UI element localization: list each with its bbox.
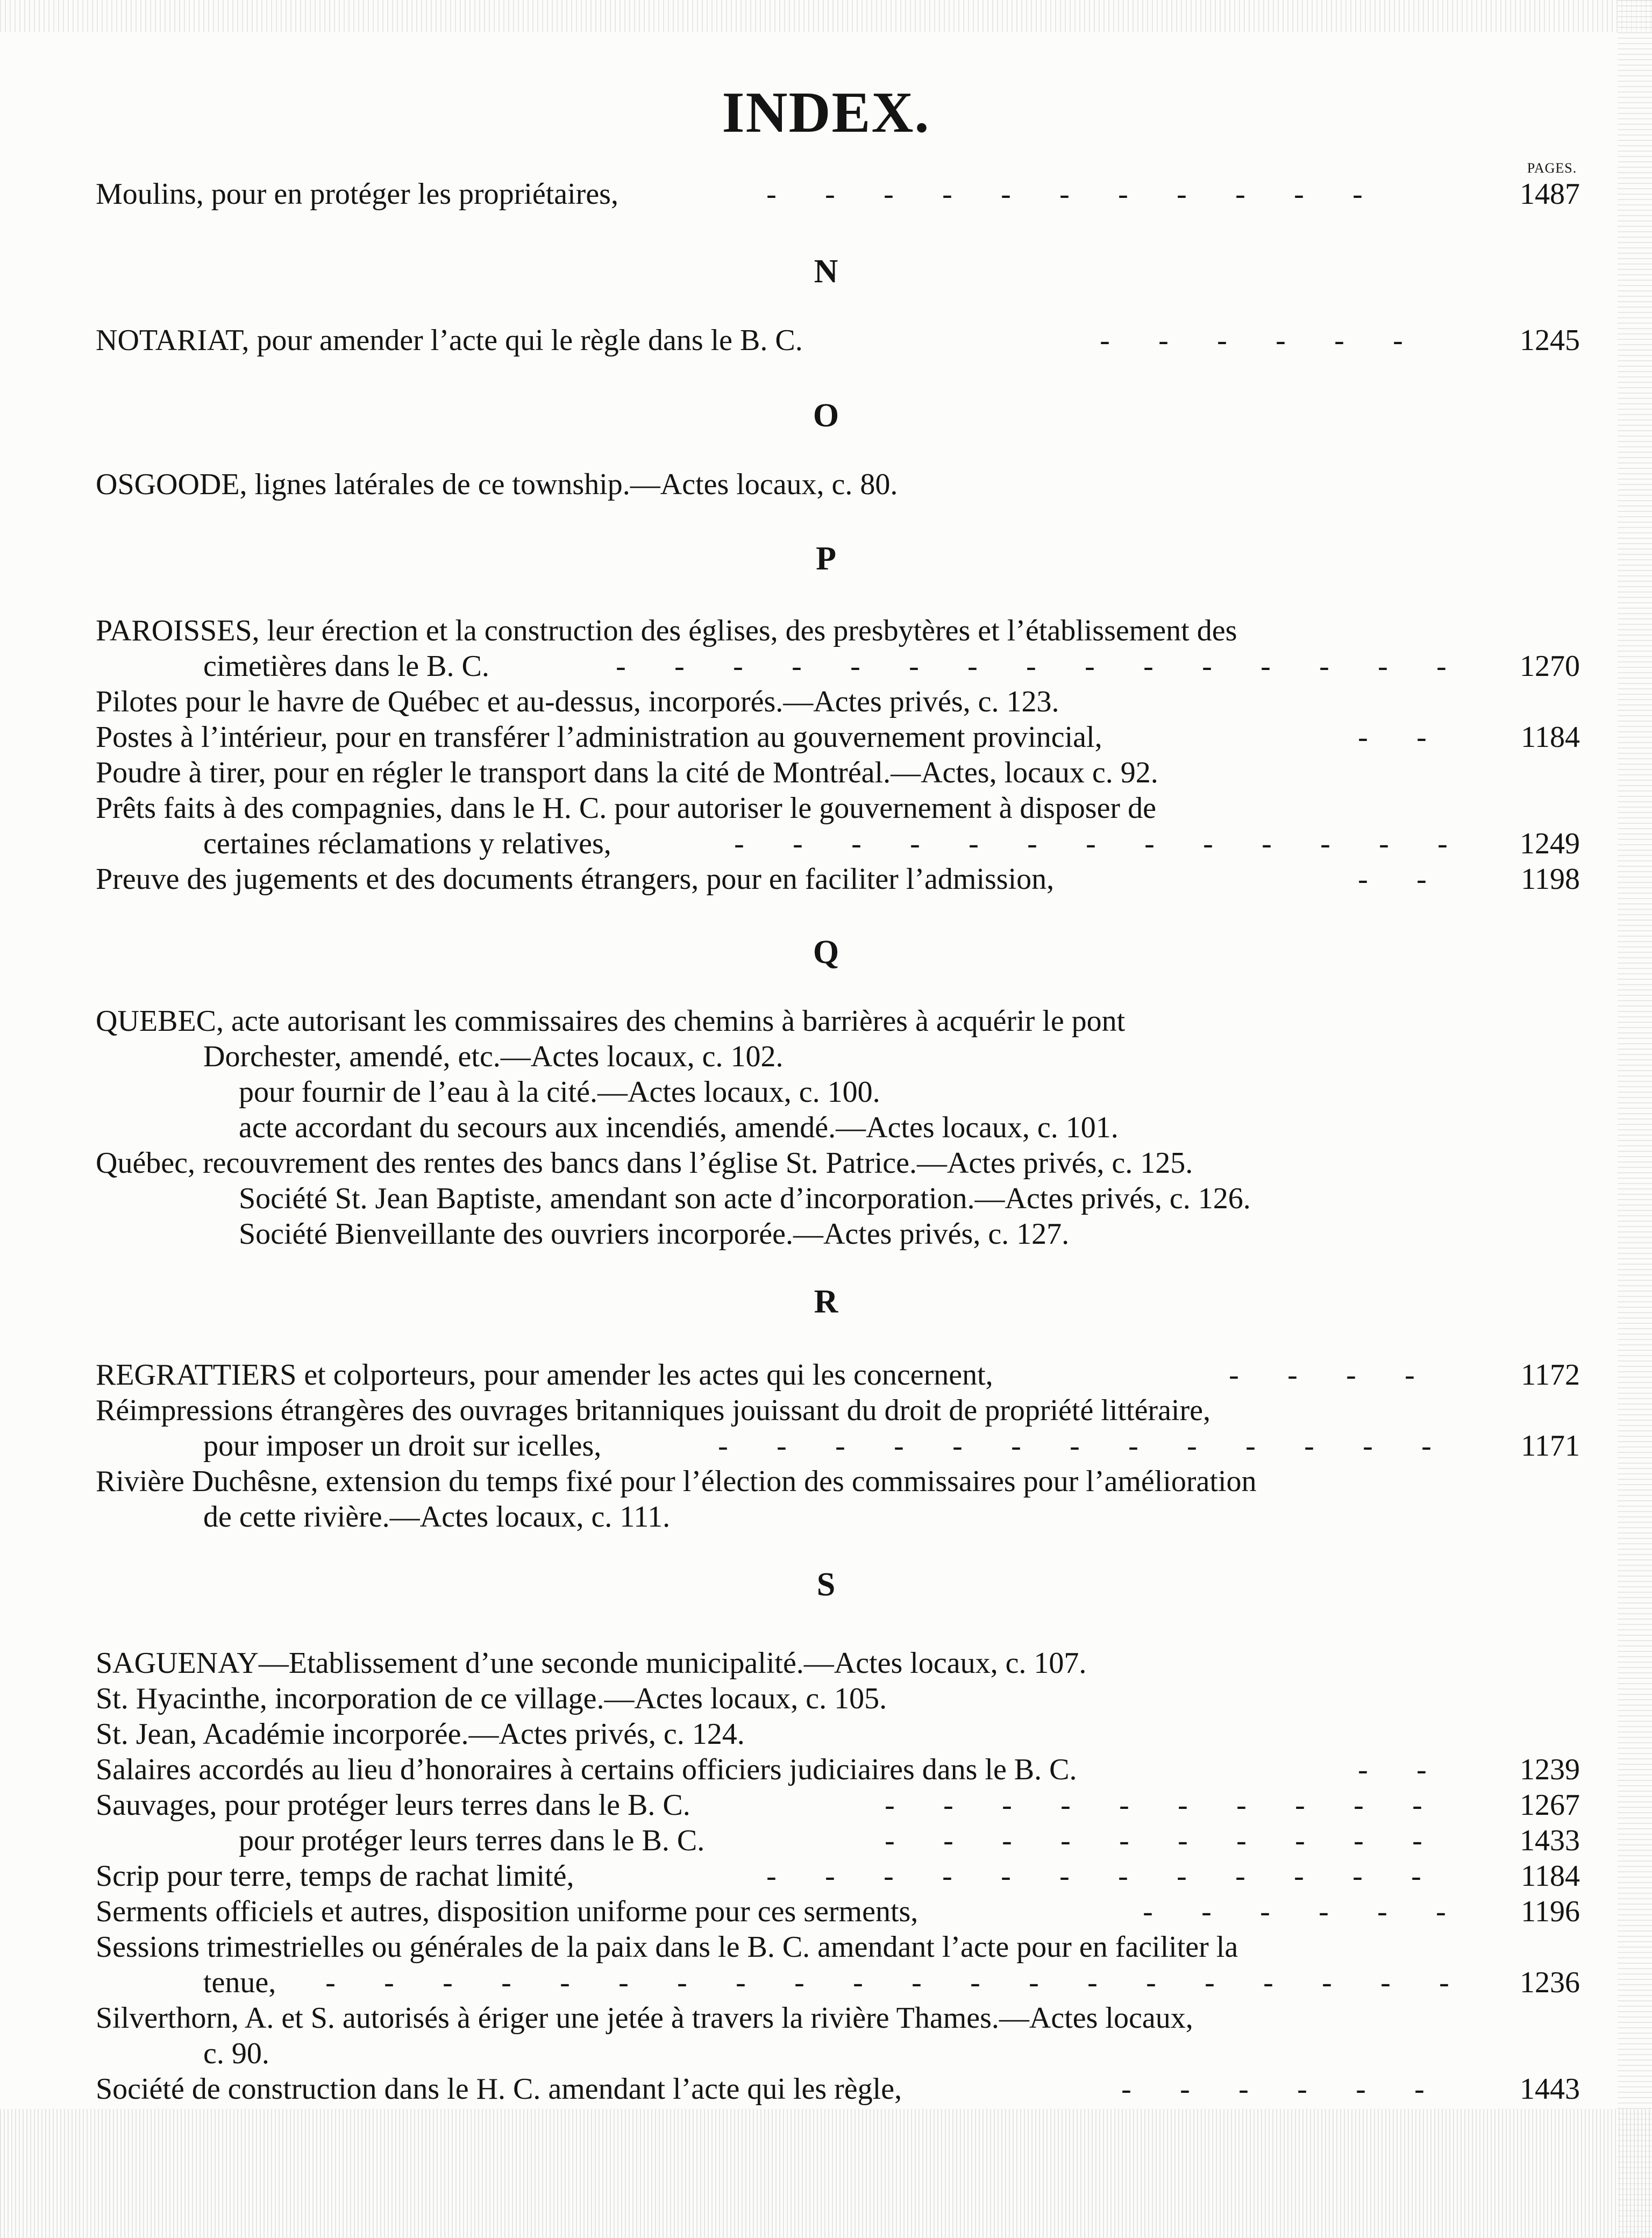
leader-dash: - [1178, 1824, 1188, 1857]
leader-dash: - [733, 650, 743, 683]
leader-dash: - [1217, 324, 1227, 357]
leader-dash: - [1356, 2072, 1366, 2106]
leader-dash: - [1178, 1788, 1188, 1822]
leader-dash: - [1439, 1966, 1449, 1999]
dot-leader [1205, 1357, 1484, 1393]
leader-dash: - [1205, 1966, 1215, 1999]
leader-dash: - [1201, 1895, 1212, 1928]
page-number: 1184 [1521, 1859, 1580, 1893]
leader-dash: - [1027, 827, 1037, 860]
leader-dash: - [1412, 1824, 1422, 1857]
leader-dash: - [1436, 1895, 1446, 1928]
leader-dash: - [1158, 324, 1169, 357]
index-entry: Réimpressions étrangères des ouvrages britanniques jouissant du droit de propriété littéraire, [96, 1394, 1210, 1427]
section-letter-s: S [816, 1566, 836, 1603]
dot-leader [1097, 2071, 1484, 2107]
leader-dash: - [1086, 827, 1096, 860]
index-subentry: Société St. Jean Baptiste, amendant son acte d’incorporation.—Actes privés, c. 126. [239, 1182, 1251, 1215]
leader-dash: - [1118, 1859, 1128, 1893]
leader-dash: - [325, 1966, 336, 1999]
leader-dash: - [1229, 1358, 1239, 1392]
leader-dash: - [1236, 1824, 1247, 1857]
index-entry: Postes à l’intérieur, pour en transférer l’administration au gouvernement provincial, [96, 721, 1102, 754]
page-title: INDEX. [722, 81, 930, 145]
index-entry-continuation: pour imposer un droit sur icelles, [203, 1429, 602, 1463]
leader-dash: - [792, 650, 802, 683]
leader-dash: - [952, 1429, 963, 1463]
dot-leader [860, 1823, 1484, 1858]
pages-column-header: PAGES. [1527, 160, 1577, 176]
leader-dash: - [1029, 1966, 1039, 1999]
dot-leader [1334, 1752, 1484, 1787]
index-entry: Moulins, pour en protéger les propriétaires, [96, 177, 618, 211]
leader-dash: - [1128, 1429, 1138, 1463]
leader-dash: - [884, 177, 894, 211]
leader-dash: - [1001, 1859, 1011, 1893]
leader-dash: - [967, 650, 978, 683]
leader-dash: - [766, 177, 777, 211]
leader-dash: - [1295, 1824, 1305, 1857]
leader-dash: - [1294, 177, 1304, 211]
page-number: 1171 [1521, 1429, 1580, 1463]
leader-dash: - [1119, 1824, 1129, 1857]
section-letter-q: Q [813, 934, 839, 971]
leader-dash: - [793, 827, 803, 860]
page-number: 1270 [1520, 650, 1580, 683]
leader-dash: - [1319, 1895, 1329, 1928]
dot-leader [1119, 1894, 1484, 1929]
scan-border-bottom [0, 2109, 1652, 2238]
leader-dash: - [1146, 1966, 1156, 1999]
leader-dash: - [1276, 324, 1286, 357]
leader-dash: - [616, 650, 626, 683]
index-entry: Scrip pour terre, temps de rachat limité, [96, 1859, 574, 1893]
leader-dash: - [1235, 177, 1245, 211]
index-entry: Poudre à tirer, pour en régler le transport dans la cité de Montréal.—Actes, locaux c. 92. [96, 756, 1158, 789]
page-number: 1196 [1521, 1895, 1580, 1928]
dot-leader [592, 648, 1484, 684]
index-entry: NOTARIAT, pour amender l’acte qui le règle dans le B. C. [96, 324, 803, 357]
leader-dash: - [1358, 1753, 1368, 1786]
index-entry: Société de construction dans le H. C. amendant l’acte qui les règle, [96, 2072, 902, 2106]
index-entry: Sessions trimestrielles ou générales de la paix dans le B. C. amendant l’acte pour en faciliter la [96, 1930, 1238, 1964]
leader-dash: - [1060, 1788, 1071, 1822]
leader-dash: - [1026, 650, 1036, 683]
leader-dash: - [1363, 1429, 1373, 1463]
leader-dash: - [835, 1429, 845, 1463]
index-subentry: pour fournir de l’eau à la cité.—Actes locaux, c. 100. [239, 1075, 880, 1109]
leader-dash: - [942, 1859, 952, 1893]
scan-border-top [0, 0, 1652, 32]
leader-dash: - [851, 827, 861, 860]
dot-leader [742, 176, 1441, 212]
section-letter-p: P [816, 540, 836, 577]
leader-dash: - [501, 1966, 511, 1999]
leader-dash: - [1187, 1429, 1197, 1463]
index-subentry: acte accordant du secours aux incendiés, amendé.—Actes locaux, c. 101. [239, 1111, 1119, 1144]
index-entry: Preuve des jugements et des documents étrangers, pour en faciliter l’admission, [96, 863, 1055, 896]
index-entry-continuation: certaines réclamations y relatives, [203, 827, 611, 860]
leader-dash: - [825, 1859, 835, 1893]
leader-dash: - [1378, 650, 1388, 683]
leader-dash: - [970, 1966, 980, 1999]
leader-dash: - [909, 650, 919, 683]
leader-dash: - [1297, 2072, 1307, 2106]
page-number: 1443 [1520, 2072, 1580, 2106]
leader-dash: - [794, 1966, 804, 1999]
leader-dash: - [1405, 1358, 1415, 1392]
leader-dash: - [1118, 177, 1128, 211]
leader-dash: - [1070, 1429, 1080, 1463]
index-entry: Sauvages, pour protéger leurs terres dans le B. C. [96, 1788, 690, 1822]
index-entry: SAGUENAY—Etablissement d’une seconde municipalité.—Actes locaux, c. 107. [96, 1647, 1087, 1680]
leader-dash: - [1261, 650, 1271, 683]
leader-dash: - [1119, 1788, 1129, 1822]
leader-dash: - [674, 650, 685, 683]
leader-dash: - [825, 177, 835, 211]
leader-dash: - [1437, 827, 1448, 860]
leader-dash: - [1085, 650, 1095, 683]
dot-leader [1334, 719, 1484, 755]
index-entry: Québec, recouvrement des rentes des bancs dans l’église St. Patrice.—Actes privés, c. 125. [96, 1146, 1193, 1180]
leader-dash: - [1236, 1788, 1247, 1822]
leader-dash: - [1238, 2072, 1249, 2106]
leader-dash: - [1393, 324, 1403, 357]
index-entry: St. Hyacinthe, incorporation de ce village.—Actes locaux, c. 105. [96, 1682, 887, 1715]
leader-dash: - [1294, 1859, 1304, 1893]
dot-leader [1334, 861, 1484, 897]
leader-dash: - [884, 1859, 894, 1893]
leader-dash: - [885, 1824, 895, 1857]
leader-dash: - [1421, 1429, 1432, 1463]
leader-dash: - [1180, 2072, 1190, 2106]
dot-leader [710, 826, 1484, 861]
index-entry: OSGOODE, lignes latérales de ce township.—Actes locaux, c. 80. [96, 468, 898, 501]
leader-dash: - [1144, 827, 1155, 860]
leader-dash: - [1416, 1753, 1427, 1786]
leader-dash: - [1319, 650, 1329, 683]
page-number: 1184 [1521, 721, 1580, 754]
leader-dash: - [1143, 650, 1153, 683]
leader-dash: - [1100, 324, 1110, 357]
leader-dash: - [910, 827, 920, 860]
leader-dash: - [1346, 1358, 1356, 1392]
page-number: 1198 [1521, 863, 1580, 896]
dot-leader [694, 1428, 1484, 1464]
leader-dash: - [942, 177, 952, 211]
index-entry: Serments officiels et autres, disposition uniforme pour ces serments, [96, 1895, 918, 1928]
index-entry: PAROISSES, leur érection et la construction des églises, des presbytères et l’établissement des [96, 614, 1237, 647]
page-number: 1249 [1520, 827, 1580, 860]
leader-dash: - [1354, 1788, 1364, 1822]
dot-leader [1076, 323, 1484, 358]
leader-dash: - [1060, 1824, 1071, 1857]
index-entry: REGRATTIERS et colporteurs, pour amender les actes qui les concernent, [96, 1358, 993, 1392]
index-subentry: Société Bienveillante des ouvriers incorporée.—Actes privés, c. 127. [239, 1217, 1070, 1251]
leader-dash: - [618, 1966, 629, 1999]
leader-dash: - [1412, 1788, 1422, 1822]
leader-dash: - [1295, 1788, 1305, 1822]
page-number: 1433 [1520, 1824, 1580, 1857]
index-entry-continuation: Dorchester, amendé, etc.—Actes locaux, c. 102. [203, 1040, 784, 1073]
leader-dash: - [1379, 827, 1389, 860]
leader-dash: - [1358, 863, 1368, 896]
leader-dash: - [1059, 177, 1070, 211]
page-number: 1245 [1520, 324, 1580, 357]
leader-dash: - [1059, 1859, 1070, 1893]
leader-dash: - [1377, 1895, 1387, 1928]
leader-dash: - [1177, 1859, 1187, 1893]
leader-dash: - [853, 1966, 863, 1999]
dot-leader [742, 1858, 1484, 1894]
leader-dash: - [1334, 324, 1344, 357]
page-number: 1172 [1521, 1358, 1580, 1392]
index-entry-continuation: cimetières dans le B. C. [203, 650, 489, 683]
section-letter-r: R [814, 1284, 838, 1320]
leader-dash: - [1416, 863, 1427, 896]
leader-dash: - [1235, 1859, 1245, 1893]
leader-dash: - [1354, 1824, 1364, 1857]
leader-dash: - [1358, 721, 1368, 754]
leader-dash: - [718, 1429, 728, 1463]
leader-dash: - [1322, 1966, 1332, 1999]
leader-dash: - [912, 1966, 922, 1999]
leader-dash: - [1416, 721, 1427, 754]
leader-dash: - [443, 1966, 453, 1999]
leader-dash: - [1320, 827, 1330, 860]
page-number: 1236 [1520, 1966, 1580, 1999]
leader-dash: - [1287, 1358, 1298, 1392]
leader-dash: - [766, 1859, 777, 1893]
index-subentry: pour protéger leurs terres dans le B. C. [239, 1824, 705, 1857]
leader-dash: - [777, 1429, 787, 1463]
leader-dash: - [1002, 1788, 1012, 1822]
leader-dash: - [1143, 1895, 1153, 1928]
leader-dash: - [1380, 1966, 1391, 1999]
index-entry: Prêts faits à des compagnies, dans le H. C. pour autoriser le gouvernement à disposer de [96, 792, 1156, 825]
leader-dash: - [1414, 2072, 1425, 2106]
leader-dash: - [1002, 1824, 1012, 1857]
index-entry-continuation: tenue, [203, 1966, 276, 1999]
leader-dash: - [1260, 1895, 1270, 1928]
leader-dash: - [885, 1788, 895, 1822]
leader-dash: - [1304, 1429, 1314, 1463]
page-number: 1267 [1520, 1788, 1580, 1822]
index-entry-continuation: de cette rivière.—Actes locaux, c. 111. [203, 1500, 671, 1534]
section-letter-n: N [814, 253, 838, 290]
page-number: 1239 [1520, 1753, 1580, 1786]
leader-dash: - [894, 1429, 904, 1463]
leader-dash: - [1263, 1966, 1273, 1999]
leader-dash: - [1203, 827, 1213, 860]
index-entry: QUEBEC, acte autorisant les commissaires des chemins à barrières à acquérir le pont [96, 1004, 1126, 1038]
leader-dash: - [1352, 1859, 1363, 1893]
leader-dash: - [1245, 1429, 1256, 1463]
leader-dash: - [969, 827, 979, 860]
leader-dash: - [1411, 1859, 1421, 1893]
leader-dash: - [1087, 1966, 1098, 1999]
leader-dash: - [677, 1966, 687, 1999]
leader-dash: - [1121, 2072, 1131, 2106]
leader-dash: - [384, 1966, 394, 1999]
leader-dash: - [1177, 177, 1187, 211]
index-entry-continuation: c. 90. [203, 2037, 269, 2070]
leader-dash: - [736, 1966, 746, 1999]
index-entry: Salaires accordés au lieu d’honoraires à certains officiers judiciaires dans le B. C. [96, 1753, 1077, 1786]
index-entry: Silverthorn, A. et S. autorisés à ériger une jetée à travers la rivière Thames.—Actes locaux, [96, 2001, 1193, 2035]
leader-dash: - [560, 1966, 570, 1999]
leader-dash: - [943, 1824, 953, 1857]
section-letter-o: O [813, 397, 839, 434]
index-entry: Rivière Duchêsne, extension du temps fixé pour l’élection des commissaires pour l’amélioration [96, 1465, 1257, 1498]
dot-leader [301, 1965, 1484, 2000]
leader-dash: - [1262, 827, 1272, 860]
leader-dash: - [850, 650, 860, 683]
leader-dash: - [1352, 177, 1363, 211]
leader-dash: - [1001, 177, 1011, 211]
leader-dash: - [734, 827, 744, 860]
leader-dash: - [943, 1788, 953, 1822]
leader-dash: - [1202, 650, 1212, 683]
page-number: 1487 [1520, 177, 1580, 211]
dot-leader [860, 1787, 1484, 1823]
index-entry: Pilotes pour le havre de Québec et au-dessus, incorporés.—Actes privés, c. 123. [96, 685, 1059, 718]
leader-dash: - [1011, 1429, 1021, 1463]
leader-dash: - [1436, 650, 1447, 683]
index-entry: St. Jean, Académie incorporée.—Actes privés, c. 124. [96, 1717, 745, 1751]
